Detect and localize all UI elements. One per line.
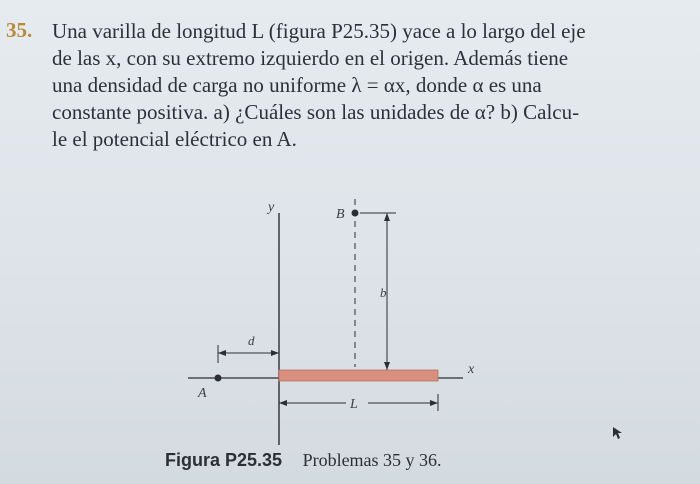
length-l-label: L — [350, 397, 358, 412]
point-a — [215, 375, 222, 382]
l-arrowhead-left — [279, 400, 287, 406]
x-axis-label: x — [468, 362, 475, 377]
problem-line-1: Una varilla de longitud L (figura P25.35) yace a lo largo del eje — [52, 19, 586, 43]
distance-d-label: d — [248, 333, 255, 348]
y-axis-label: y — [268, 200, 275, 215]
problem-statement — [52, 18, 692, 153]
problem-number: 35. — [6, 18, 33, 42]
charged-rod — [279, 370, 438, 381]
problem-line-5: le el potencial eléctrico en A. — [52, 127, 297, 151]
l-arrowhead-right — [430, 400, 438, 406]
distance-b-label: b — [380, 285, 387, 300]
caption-text: Problemas 35 y 36. — [302, 450, 442, 470]
mouse-pointer-icon — [612, 426, 624, 445]
problem-line-2: de las x, con su extremo izquierdo en el origen. Además tiene — [52, 46, 569, 70]
b-arrowhead-top — [384, 213, 390, 221]
figure-caption — [165, 450, 442, 471]
d-arrowhead-left — [218, 350, 226, 356]
problem-line-4: constante positiva. a) ¿Cuáles son las unidades de α? b) Calcu- — [52, 100, 580, 124]
d-arrowhead-right — [271, 350, 279, 356]
b-arrowhead-bottom — [384, 362, 390, 370]
figure-diagram — [180, 195, 500, 450]
caption-label: Figura P25.35 — [165, 450, 283, 470]
figure-p25-35 — [180, 195, 500, 450]
point-b-label: B — [336, 207, 345, 222]
point-a-label: A — [198, 386, 207, 401]
problem-line-3: una densidad de carga no uniforme λ = αx, donde α es una — [52, 73, 542, 97]
